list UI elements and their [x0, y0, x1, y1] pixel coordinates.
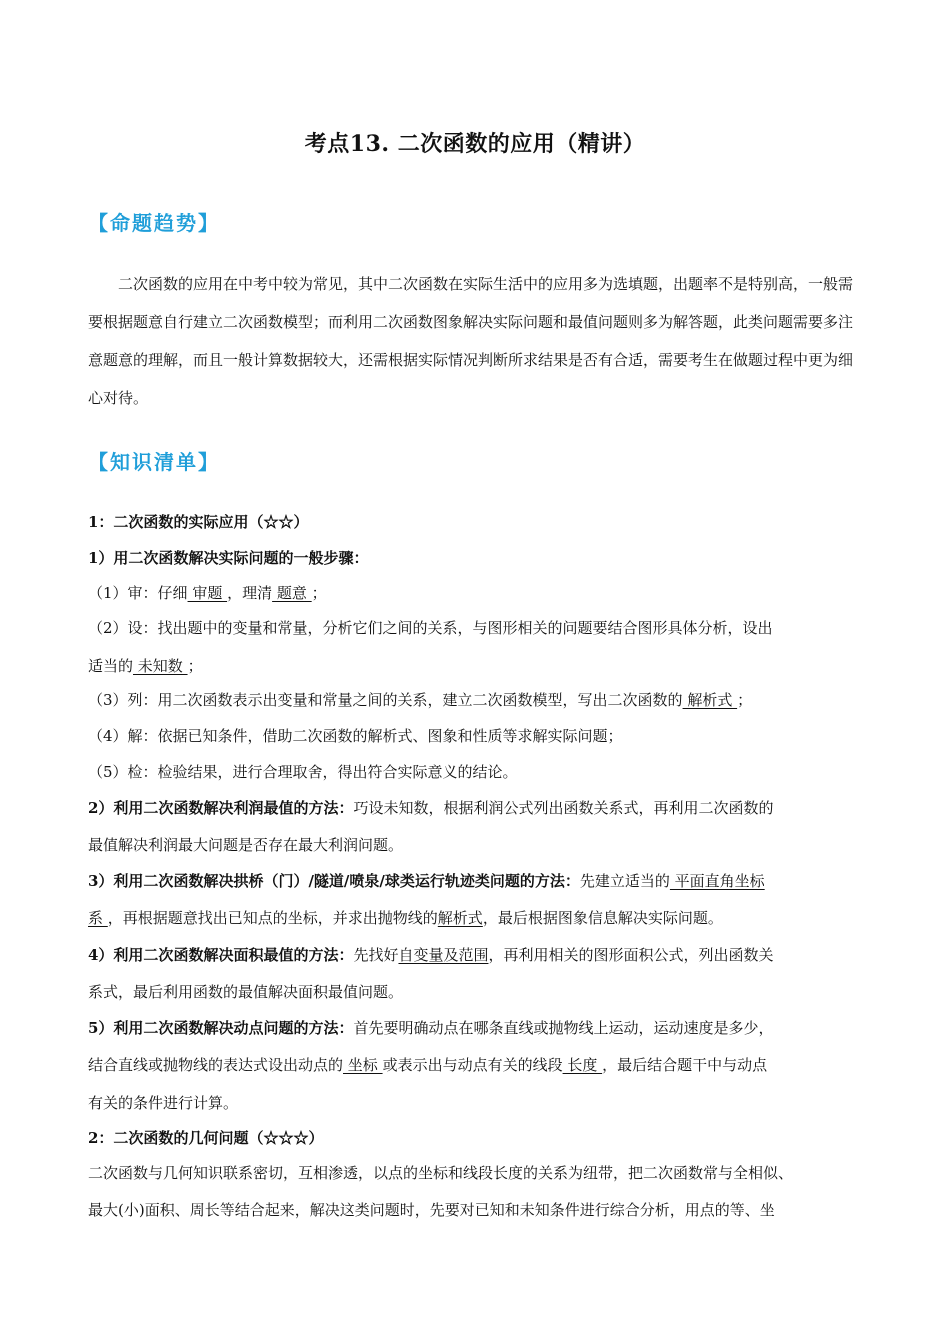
- sub2-line-1: [88, 798, 864, 818]
- sub5-text-2b: 或表示出与动点有关的线段: [382, 1056, 563, 1074]
- sub3-blank-1b: 系: [88, 909, 108, 927]
- step5-line: （5）检：检验结果，进行合理取舍，得出符合实际意义的结论。: [88, 763, 518, 781]
- section-heading-knowledge: 【知识清单】: [88, 450, 220, 474]
- sub5-text-2a: 结合直线或抛物线的表达式设出动点的: [88, 1056, 344, 1074]
- sub3-blank-2: 解析式: [437, 909, 483, 927]
- sub4-text-2: ，再利用相关的图形面积公式，列出函数关: [488, 946, 774, 964]
- sub4-blank: 自变量及范围: [398, 946, 489, 964]
- sub4-bold: 4）利用二次函数解决面积最值的方法：: [88, 946, 354, 964]
- item1-title: 1：二次函数的实际应用（☆☆）: [88, 513, 309, 531]
- step2-text-a2: 适当的: [88, 657, 134, 675]
- sub3-text-2: ，再根据题意找出已知点的坐标，并求出抛物线的: [107, 909, 438, 927]
- sub2-line-2: 最值解决利润最大问题是否存在最大利润问题。: [88, 836, 404, 854]
- section-heading-trend: 【命题趋势】: [88, 211, 220, 235]
- sub3-line-2: [88, 908, 864, 928]
- sub5-blank-1: 坐标: [343, 1056, 383, 1074]
- step2-text-c: ；: [187, 657, 203, 675]
- step3-text-a: （3）列：用二次函数表示出变量和常量之间的关系，建立二次函数模型，写出二次函数的: [88, 691, 683, 709]
- sub4-line-1: [88, 945, 864, 965]
- step1-text-c: ，理清: [227, 584, 273, 602]
- step1-blank-1: 审题: [187, 584, 228, 602]
- item2-title: 2：二次函数的几何问题（☆☆☆）: [88, 1129, 324, 1147]
- sub1-title: 1）用二次函数解决实际问题的一般步骤：: [88, 549, 369, 567]
- sub3-line-1: [88, 871, 864, 891]
- step4-line: （4）解：依据已知条件，借助二次函数的解析式、图象和性质等求解实际问题；: [88, 727, 623, 745]
- sub5-line-2: [88, 1055, 864, 1075]
- sub3-blank-1: 平面直角坐标: [669, 872, 765, 890]
- item2-line-2: 最大(小)面积、周长等结合起来，解决这类问题时，先要对已知和未知条件进行综合分析，用点的等、坐: [88, 1201, 775, 1219]
- sub5-line-3: 有关的条件进行计算。: [88, 1094, 239, 1112]
- sub3-bold: 3）利用二次函数解决拱桥（门）/隧道/喷泉/球类运行轨迹类问题的方法：: [88, 872, 580, 890]
- sub5-blank-2: 长度: [562, 1056, 603, 1074]
- item2-line-1: 二次函数与几何知识联系密切，互相渗透，以点的坐标和线段长度的关系为纽带，把二次函数常与全相似、: [88, 1164, 794, 1182]
- step1-line: [88, 583, 864, 603]
- sub2-bold: 2）利用二次函数解决利润最值的方法：: [88, 799, 354, 817]
- step2-line-2: [88, 656, 864, 676]
- sub5-bold: 5）利用二次函数解决动点问题的方法：: [88, 1019, 354, 1037]
- sub5-text-1: 首先要明确动点在哪条直线或抛物线上运动，运动速度是多少，: [353, 1019, 774, 1037]
- step2-line-1: （2）设：找出题中的变量和常量，分析它们之间的关系，与图形相关的问题要结合图形具体分析，设出: [88, 619, 773, 637]
- sub3-text-3: ，最后根据图象信息解决实际问题。: [482, 909, 723, 927]
- sub4-line-2: 系式，最后利用函数的最值解决面积最值问题。: [88, 983, 404, 1001]
- step3-line: [88, 690, 864, 710]
- sub5-line-1: [88, 1018, 864, 1038]
- sub4-text-1: 先找好: [353, 946, 399, 964]
- page-title: 考点13. 二次函数的应用（精讲）: [304, 131, 646, 157]
- sub2-text-1: 巧设未知数，根据利润公式列出函数关系式，再利用二次函数的: [353, 799, 774, 817]
- step1-text-d: ；: [311, 584, 327, 602]
- step1-blank-2: 题意: [272, 584, 312, 602]
- step3-blank: 解析式: [682, 691, 738, 709]
- step1-text-a: （1）审：仔细: [88, 584, 188, 602]
- step3-text-c: ；: [737, 691, 753, 709]
- step2-blank: 未知数: [133, 657, 188, 675]
- trend-paragraph: 二次函数的应用在中考中较为常见，其中二次函数在实际生活中的应用多为选填题，出题率不是特别高，一般需要根据题意自行建立二次函数模型；而利用二次函数图象解决实际问题和最值问题则多为解答题，此类问题需要多注意题意的理解，而且一般计算数据较大，还需根据实际情况判断所求结果是否有合适，需要考生在做题过程中更为细心对待。: [88, 275, 854, 407]
- sub3-text-1: 先建立适当的: [579, 872, 670, 890]
- sub5-text-2c: ，最后结合题干中与动点: [602, 1056, 768, 1074]
